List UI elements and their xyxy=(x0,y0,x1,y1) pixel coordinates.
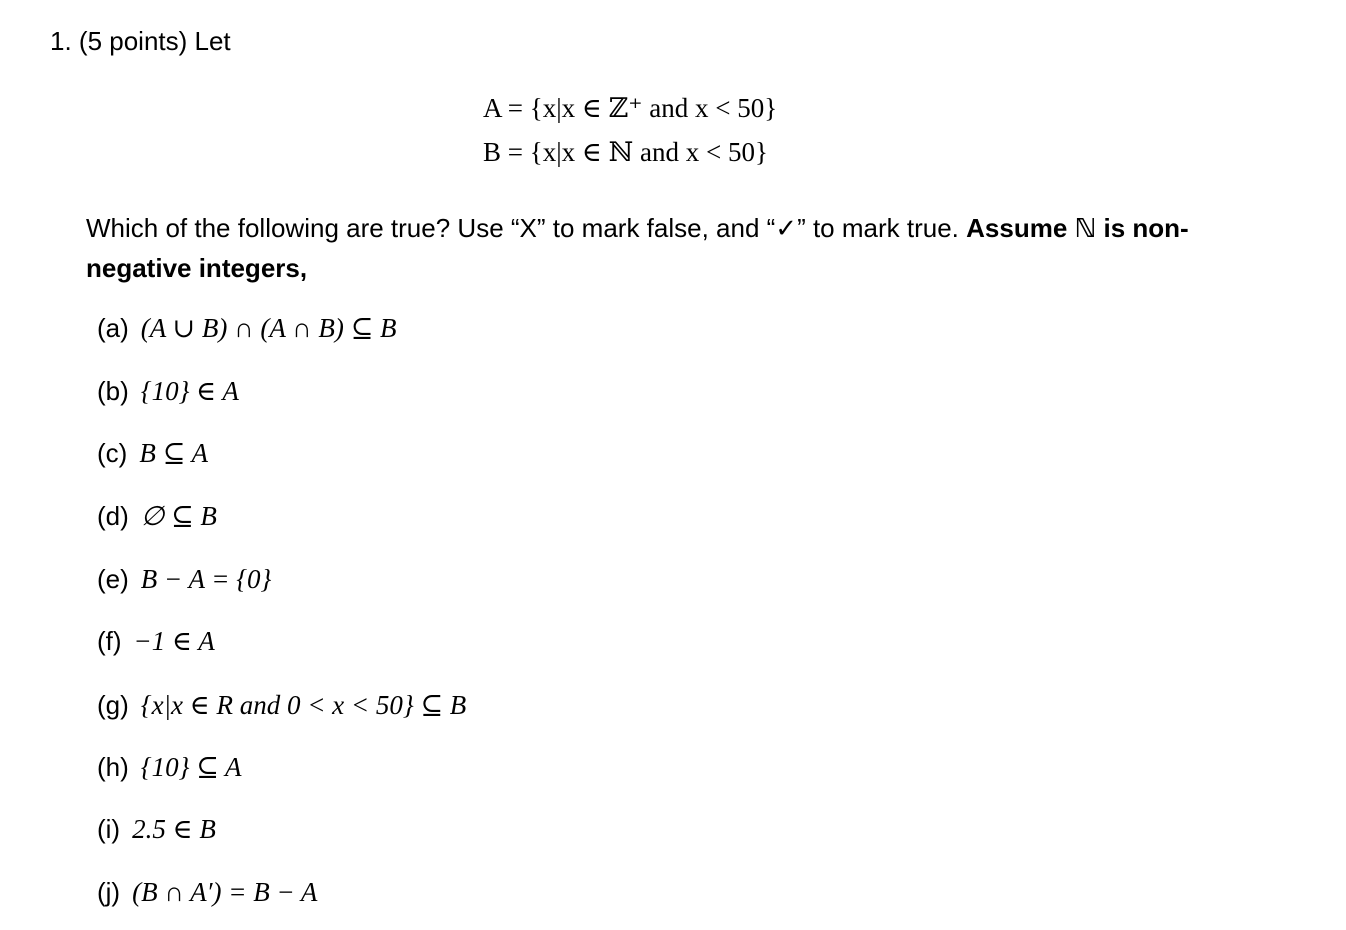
item-expression: {10} ⊆ A xyxy=(140,752,242,782)
item-expression: {10} ∈ A xyxy=(140,376,239,406)
item-label: (c) xyxy=(97,438,128,468)
item-label: (h) xyxy=(97,752,129,782)
item-label: (i) xyxy=(97,814,121,844)
list-item xyxy=(97,621,215,661)
item-expression: 2.5 ∈ B xyxy=(132,814,216,844)
list-item xyxy=(97,308,396,348)
question-header: 1. (5 points) Let xyxy=(50,26,231,56)
item-expression: ∅ ⊆ B xyxy=(140,501,217,531)
item-label: (b) xyxy=(97,376,129,406)
item-expression: (B ∩ A′) = B − A xyxy=(132,877,318,907)
list-item xyxy=(97,872,317,912)
item-label: (j) xyxy=(97,877,121,907)
item-label: (d) xyxy=(97,501,129,531)
item-label: (f) xyxy=(97,626,122,656)
item-label: (a) xyxy=(97,313,129,343)
list-item xyxy=(97,433,208,473)
instruction-text: Which of the following are true? Use “X” to mark false, and “✓” to mark true. xyxy=(86,213,967,243)
item-label: (g) xyxy=(97,690,129,720)
set-a-definition: A = {x|x ∈ ℤ⁺ and x < 50} xyxy=(483,93,778,123)
list-item xyxy=(97,496,217,536)
item-expression: {x|x ∈ R and 0 < x < 50} ⊆ B xyxy=(140,690,467,720)
list-item xyxy=(97,371,239,411)
list-item xyxy=(97,747,242,787)
item-expression: B ⊆ A xyxy=(139,438,208,468)
instructions xyxy=(86,208,1286,288)
item-expression: −1 ∈ A xyxy=(133,626,215,656)
item-expression: (A ∪ B) ∩ (A ∩ B) ⊆ B xyxy=(140,313,397,343)
list-item xyxy=(97,685,466,725)
item-label: (e) xyxy=(97,564,129,594)
set-definitions xyxy=(483,86,777,174)
instruction-bold-note: Assume ℕ is non-negative integers, xyxy=(86,213,1189,283)
item-expression: B − A = {0} xyxy=(140,564,272,594)
list-item xyxy=(97,559,271,599)
list-item xyxy=(97,809,216,849)
set-b-definition: B = {x|x ∈ ℕ and x < 50} xyxy=(483,137,768,167)
